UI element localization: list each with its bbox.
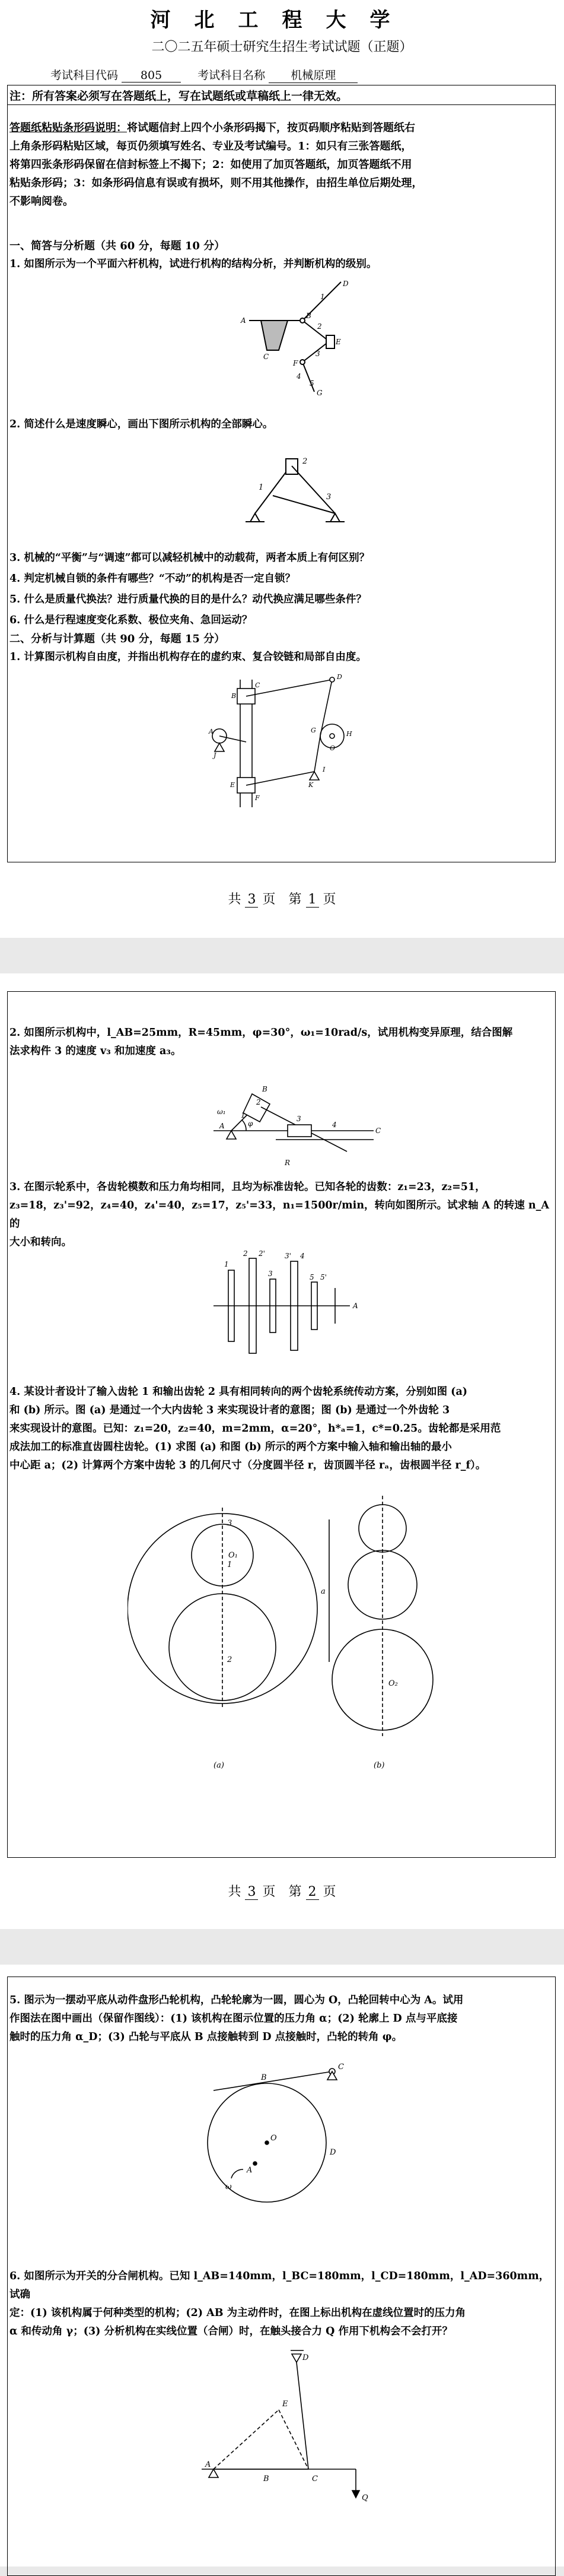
fig5-label-2: 2 xyxy=(243,1249,248,1258)
figure-slider-mechanism xyxy=(196,1071,391,1172)
fig1-label-g: G xyxy=(317,389,323,397)
footer2-page-post: 页 xyxy=(323,1885,336,1899)
fig1-label-1: 1 xyxy=(320,293,325,301)
notice-text: 注：所有答案必须写在答题纸上，写在试题纸或草稿纸上一律无效。 xyxy=(9,90,348,103)
fig5-label-1: 1 xyxy=(224,1260,229,1268)
fig3-label-c: C xyxy=(255,681,260,689)
fig3-label-d: D xyxy=(337,673,342,681)
fig6-label-2: 2 xyxy=(227,1655,232,1664)
barcode-line-4: 粘贴条形码；3：如条形码信息有误或有损坏，则不用其他操作，由招生单位后期处理， xyxy=(9,177,423,189)
q9-line-2: z₃=18，z₃'=92，z₄=40，z₄'=40，z₅=17，z₅'=33，n₁=1500r/min，转向如图所示。试求轴 A 的转速 n_A 的 xyxy=(9,1200,549,1230)
code-label: 考试科目代码 xyxy=(50,69,119,82)
question-8 xyxy=(9,1024,555,1061)
fig6-label-a: a xyxy=(321,1587,326,1596)
fig3-label-h: H xyxy=(346,730,352,738)
question-6: 6. 什么是行程速度变化系数、极位夹角、急回运动？ xyxy=(9,614,253,626)
fig8-label-d: D xyxy=(302,2353,309,2362)
question-11 xyxy=(9,1991,555,2047)
subject-code-line xyxy=(50,66,358,83)
fig1-label-e: E xyxy=(336,338,341,346)
barcode-line-1: 将试题信封上四个小条形码揭下，按页码顺序粘贴到答题纸右 xyxy=(127,122,415,134)
fig6-label-o2: O₂ xyxy=(388,1679,398,1688)
exam-page-1 xyxy=(0,0,564,938)
fig1-label-3: 3 xyxy=(316,350,320,358)
fig4-label-phi: φ xyxy=(248,1119,253,1128)
fig6-label-o1: O₁ xyxy=(228,1551,238,1560)
fig5-label-5p: 5' xyxy=(320,1273,327,1281)
fig2-label-2: 2 xyxy=(302,457,308,466)
q10-line-2: 和 (b) 所示。图 (a) 是通过一个大内齿轮 3 来实现设计者的意图；图 (b) 是通过一个外齿轮 3 xyxy=(9,1404,450,1416)
fig3-label-i: I xyxy=(323,766,326,773)
q12-line-3: α 和传动角 γ；(3) 分析机构在实线位置（合闸）时，在触头接合力 Q 作用下机构会不会打开？ xyxy=(9,2326,453,2337)
section-1-heading: 一、简答与分析题（共 60 分，每题 10 分） xyxy=(9,240,225,252)
fig7-label-b: B xyxy=(261,2073,267,2082)
fig1-label-f: F xyxy=(293,359,298,367)
fig8-label-b: B xyxy=(263,2475,269,2483)
fig3-label-o: O xyxy=(330,744,336,752)
subject-label: 考试科目名称 xyxy=(197,69,266,82)
fig2-label-1: 1 xyxy=(259,483,264,492)
fig8-label-q: Q xyxy=(362,2493,368,2502)
fig7-label-d: D xyxy=(330,2148,336,2157)
question-1: 1. 如图所示为一个平面六杆机构，试进行机构的结构分析，并判断机构的级别。 xyxy=(9,258,377,270)
fig4-label-b: B xyxy=(262,1085,267,1093)
page-2-footer xyxy=(0,1882,564,1900)
question-9 xyxy=(9,1178,555,1252)
figure-six-bar-mechanism xyxy=(237,279,368,398)
fig4-label-a: A xyxy=(219,1122,225,1130)
q10-line-5: 中心距 a；(2) 计算两个方案中齿轮 3 的几何尺寸（分度圆半径 r，齿顶圆半径 rₐ，齿根圆半径 r_f）。 xyxy=(9,1460,486,1471)
fig2-label-3: 3 xyxy=(326,493,332,502)
barcode-line-3: 将第四张条形码保留在信封标签上不揭下；2：如使用了加页答题纸，加页答题纸不用 xyxy=(9,158,412,171)
fig7-label-a: A xyxy=(247,2166,253,2175)
q11-line-3: 触时的压力角 α_D；(3) 凸轮与平底从 B 点接触转到 D 点接触时，凸轮的转角 φ。 xyxy=(9,2031,403,2043)
question-4: 4. 判定机械自锁的条件有哪些？“不动”的机构是否一定自锁？ xyxy=(9,573,295,585)
barcode-line-5: 不影响阅卷。 xyxy=(9,195,74,208)
q11-line-2: 作图法在图中画出（保留作图线）：(1) 该机构在图示位置的压力角 α；(2) 轮廓上 D 点与平底接 xyxy=(9,2013,458,2025)
question-10 xyxy=(9,1383,555,1475)
q12-line-1: 6. 如图所示为开关的分合闸机构。已知 l_AB=140mm，l_BC=180mm，l_CD=180mm，l_AD=360mm，试确 xyxy=(9,2270,550,2301)
footer2-page: 2 xyxy=(306,1885,319,1900)
q9-line-3: 大小和转向。 xyxy=(9,1236,72,1248)
fig7-label-c: C xyxy=(338,2063,344,2071)
fig4-label-c: C xyxy=(375,1127,381,1135)
question-5: 5. 什么是质量代换法？进行质量代换的目的是什么？动代换应满足哪些条件？ xyxy=(9,594,367,605)
fig1-label-a: A xyxy=(241,316,246,325)
footer2-total-pre: 共 xyxy=(228,1885,241,1899)
fig5-label-4: 4 xyxy=(300,1252,305,1260)
fig1-label-2: 2 xyxy=(317,322,322,331)
question-12 xyxy=(9,2267,555,2341)
figure-dof-mechanism xyxy=(196,671,368,819)
fig5-label-2p: 2' xyxy=(259,1249,265,1258)
exam-subtitle: 二〇二五年硕士研究生招生考试试题（正题） xyxy=(151,40,413,55)
fig8-label-e: E xyxy=(282,2400,288,2409)
footer-page-post: 页 xyxy=(323,892,336,907)
fig1-label-b: B xyxy=(306,312,311,320)
q12-line-2: 定：(1) 该机构属于何种类型的机构；(2) AB 为主动件时，在图上标出机构在虚线位置时的压力角 xyxy=(9,2307,466,2319)
fig4-label-2: 2 xyxy=(256,1098,261,1106)
q9-line-1: 3. 在图示轮系中，各齿轮模数和压力角均相同，且均为标准齿轮。已知各轮的齿数：z₁=23，z₂=51， xyxy=(9,1181,486,1193)
fig6-label-3: 3 xyxy=(227,1519,232,1528)
fig3-label-b: B xyxy=(231,692,237,700)
fig1-label-5: 5 xyxy=(310,379,314,388)
exam-page-2 xyxy=(0,973,564,1929)
barcode-label: 答题纸粘贴条形码说明： xyxy=(9,122,127,134)
figure-gear-train xyxy=(202,1246,362,1365)
fig5-label-5: 5 xyxy=(310,1273,314,1281)
fig1-label-c: C xyxy=(263,353,269,361)
fig4-label-r: R xyxy=(285,1159,291,1167)
q10-line-3: 来实现设计的意图。已知：z₁=20，z₂=40，m=2mm，α=20°，h*ₐ=1，c*=0.25。齿轮都是采用范 xyxy=(9,1423,501,1435)
exam-page-3 xyxy=(0,1965,564,2567)
fig1-label-d: D xyxy=(343,280,349,288)
footer-total: 3 xyxy=(245,892,258,908)
fig8-label-a: A xyxy=(205,2460,211,2469)
footer-total-pre: 共 xyxy=(228,892,241,907)
q11-line-1: 5. 图示为一摆动平底从动件盘形凸轮机构，凸轮轮廓为一圆，圆心为 O，凸轮回转中心为 A。试用 xyxy=(9,1994,464,2006)
q8-line-1: 2. 如图所示机构中，l_AB=25mm，R=45mm，φ=30°，ω₁=10rad/s，试用机构变异原理，结合图解 xyxy=(9,1027,513,1039)
footer-page-pre: 页 第 xyxy=(262,892,302,907)
fig4-label-omega: ω₁ xyxy=(217,1108,226,1116)
fig5-label-3p: 3' xyxy=(285,1252,291,1260)
footer-page: 1 xyxy=(306,892,319,908)
footer2-total: 3 xyxy=(245,1885,258,1900)
fig3-label-f: F xyxy=(255,794,260,802)
fig6-label-1: 1 xyxy=(227,1560,232,1569)
footer2-page-pre: 页 第 xyxy=(262,1885,302,1899)
fig6-caption-b: (b) xyxy=(374,1761,385,1770)
figure-instant-center-mechanism xyxy=(237,442,368,531)
fig3-label-k: K xyxy=(308,781,314,789)
question-2: 2. 简述什么是速度瞬心，画出下图所示机构的全部瞬心。 xyxy=(9,418,273,430)
question-3: 3. 机械的“平衡”与“调速”都可以减轻机械中的动载荷，两者本质上有何区别？ xyxy=(9,552,370,564)
q10-line-1: 4. 某设计者设计了输入齿轮 1 和输出齿轮 2 具有相同转向的两个齿轮系统传动方案，分别如图 (a) xyxy=(9,1386,468,1398)
fig3-label-g: G xyxy=(311,727,316,734)
page-1-footer xyxy=(0,889,564,908)
fig1-label-4: 4 xyxy=(297,372,301,380)
figure-cam-mechanism xyxy=(190,2054,380,2208)
fig3-label-e: E xyxy=(230,781,235,789)
fig4-label-1: 1 xyxy=(241,1111,246,1119)
figure-switch-mechanism xyxy=(178,2339,380,2517)
code-value: 805 xyxy=(122,69,181,83)
fig3-label-j: J xyxy=(214,751,216,759)
q8-line-2: 法求构件 3 的速度 v₃ 和加速度 a₃。 xyxy=(9,1045,181,1057)
fig7-label-omega: ω xyxy=(225,2182,232,2191)
fig4-label-3: 3 xyxy=(297,1115,301,1123)
fig8-label-c: C xyxy=(312,2475,318,2483)
subject-value: 机械原理 xyxy=(269,66,358,83)
fig4-label-4: 4 xyxy=(332,1121,337,1129)
divider xyxy=(7,104,556,105)
q10-line-4: 成法加工的标准直齿圆柱齿轮。(1) 求图 (a) 和图 (b) 所示的两个方案中输入轴和输出轴的最小 xyxy=(9,1441,452,1453)
question-7: 1. 计算图示机构自由度，并指出机构存在的虚约束、复合铰链和局部自由度。 xyxy=(9,651,367,663)
figure-gear-schemes xyxy=(128,1484,436,1775)
school-title: 河北工程大学 xyxy=(150,8,414,32)
fig3-label-a: A xyxy=(209,728,214,735)
fig6-caption-a: (a) xyxy=(214,1761,224,1770)
fig5-label-a: A xyxy=(353,1302,358,1310)
section-2-heading: 二、分析与计算题（共 90 分，每题 15 分） xyxy=(9,633,225,645)
fig5-label-3: 3 xyxy=(268,1270,273,1278)
barcode-line-2: 上角条形码粘贴区域，每页仍须填写姓名、专业及考试编号。1：如只有三张答题纸， xyxy=(9,140,412,153)
barcode-instructions xyxy=(9,119,552,211)
fig7-label-o: O xyxy=(270,2134,277,2143)
